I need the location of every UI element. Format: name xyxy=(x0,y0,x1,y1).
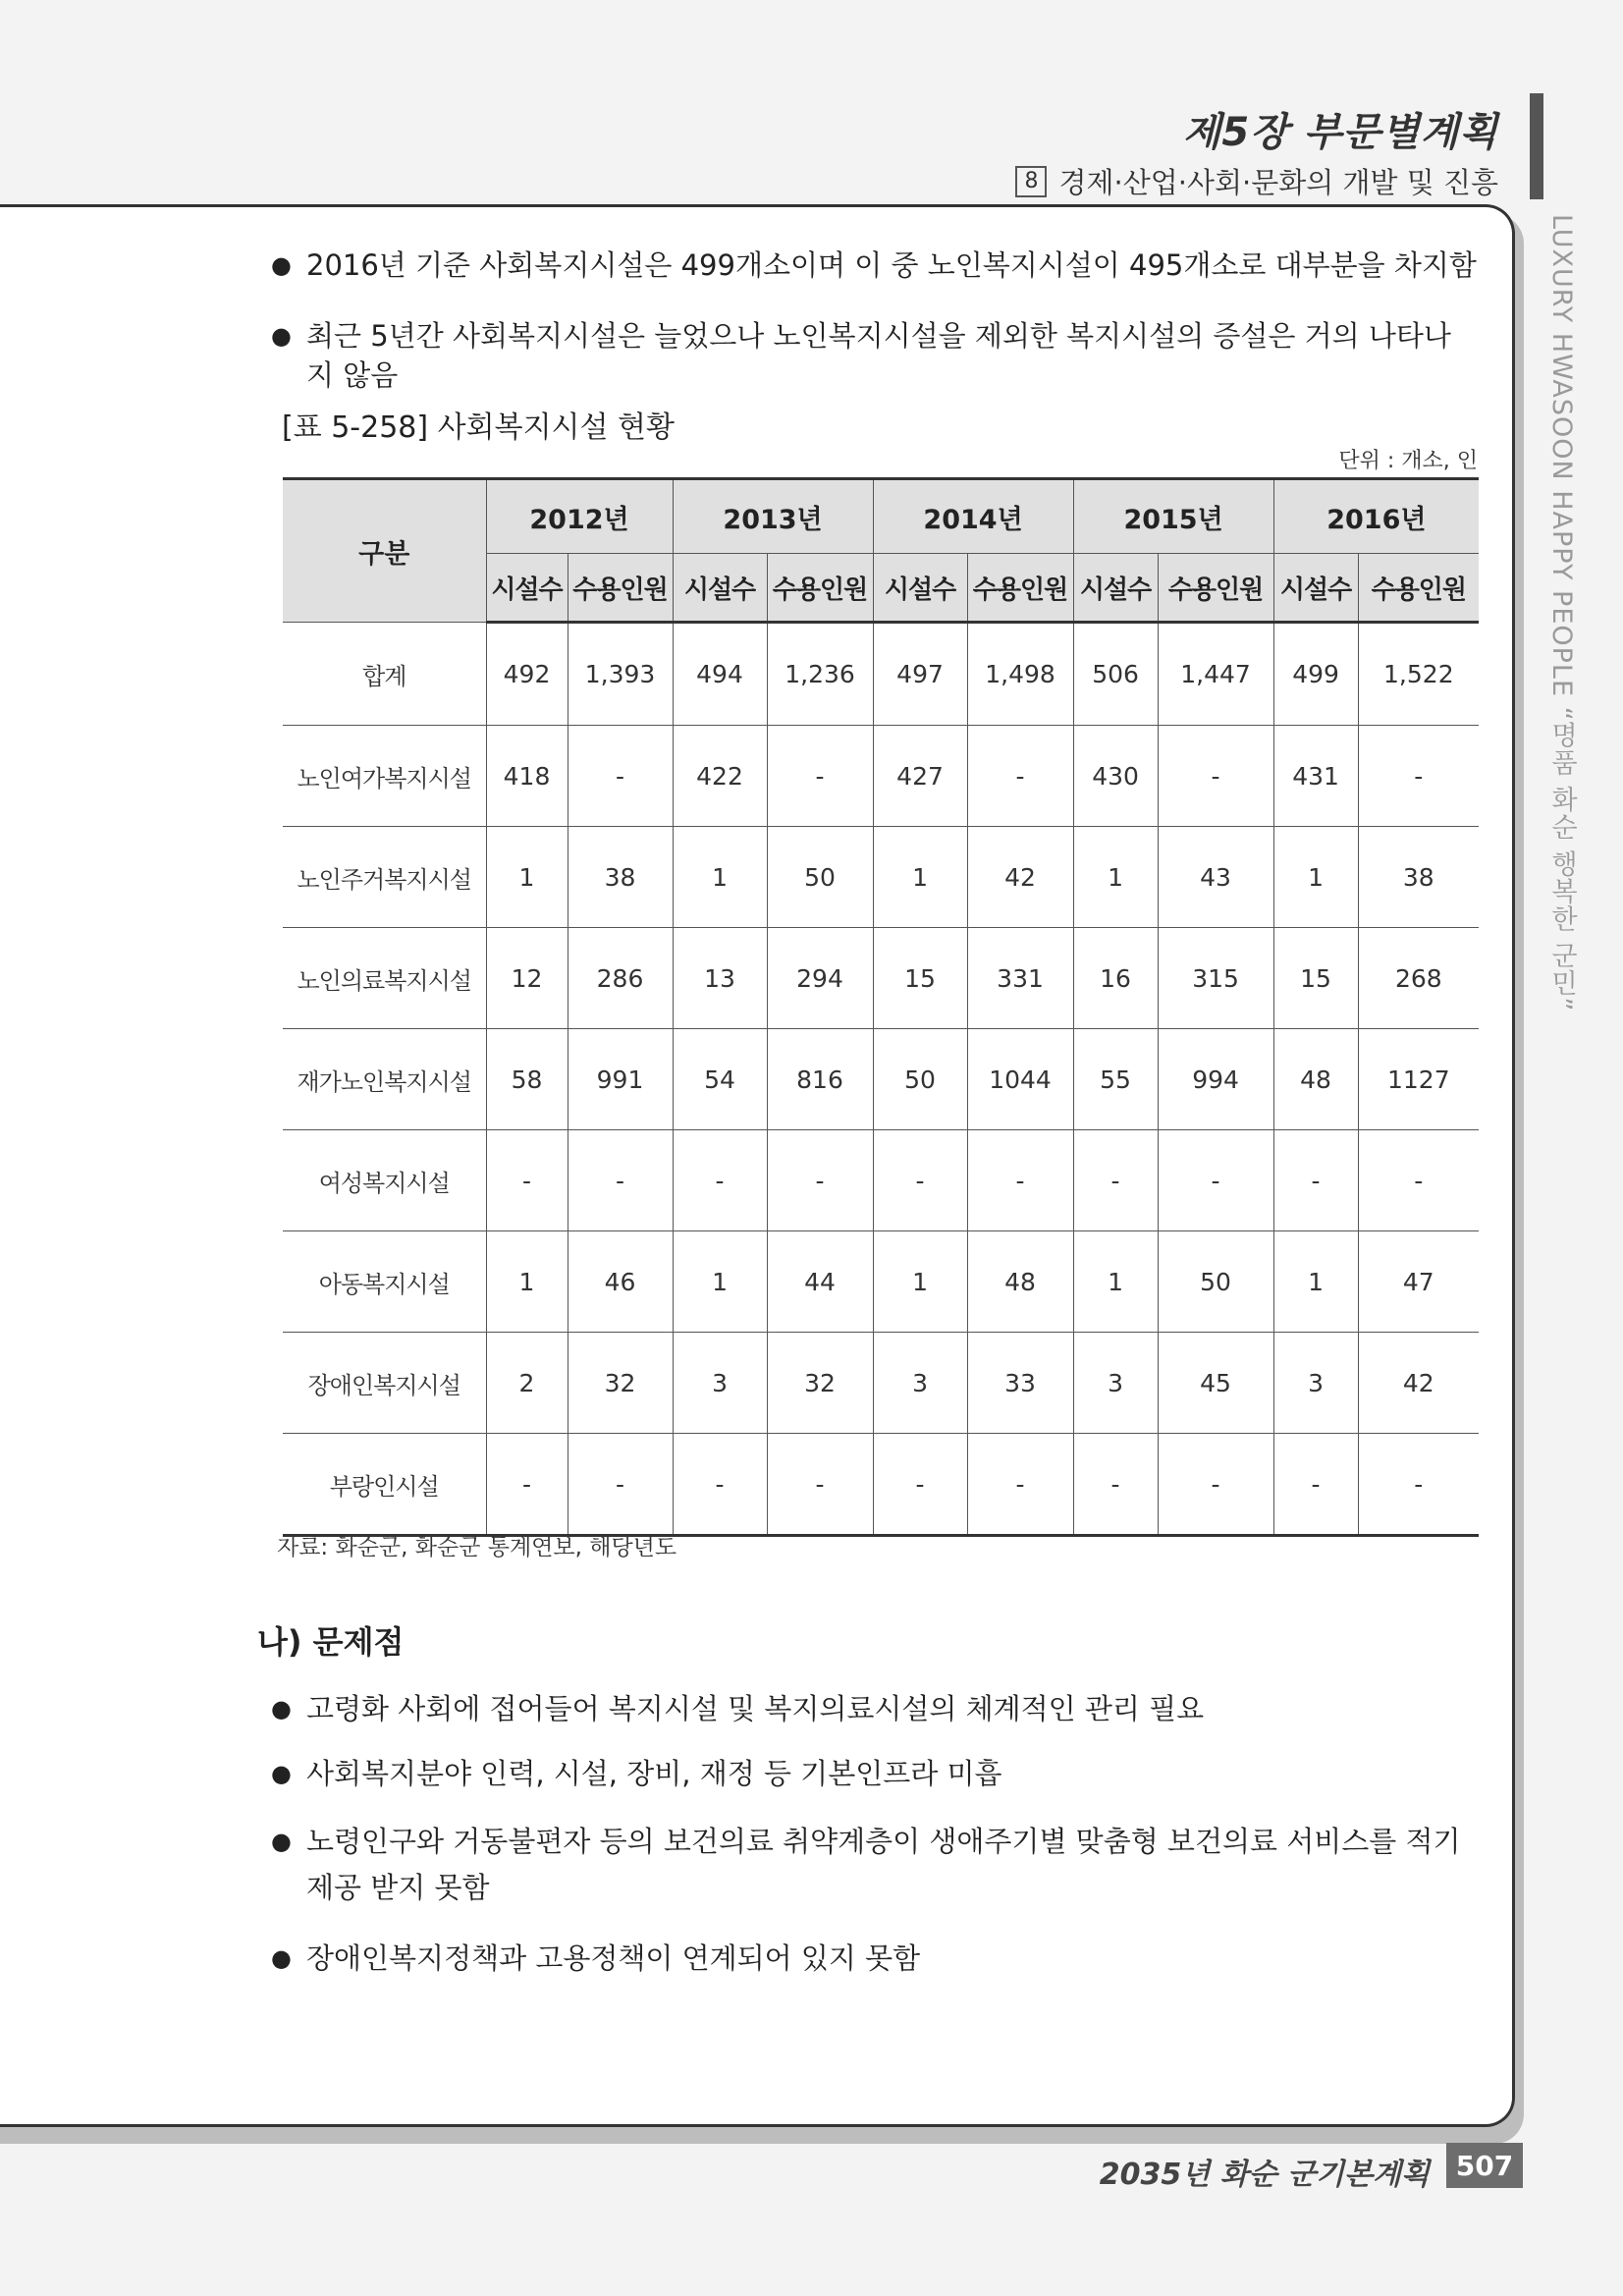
table-cell: 1,522 xyxy=(1358,623,1479,726)
table-row-label: 노인주거복지시설 xyxy=(283,827,486,928)
table-cell: 268 xyxy=(1358,928,1479,1029)
table-cell: 42 xyxy=(1358,1333,1479,1434)
table-cell: 32 xyxy=(568,1333,673,1434)
table-row-header: 구분 xyxy=(283,479,486,623)
sub-header-capacity: 수용인원 xyxy=(967,554,1073,623)
table-cell: 48 xyxy=(967,1231,1073,1333)
bullet-dot-icon: ● xyxy=(271,1828,292,1855)
table-cell: - xyxy=(967,1130,1073,1231)
header-accent-bar xyxy=(1530,93,1543,199)
table-cell: 50 xyxy=(767,827,873,928)
table-cell: 427 xyxy=(873,726,967,827)
table-cell: - xyxy=(967,726,1073,827)
table-row-label: 아동복지시설 xyxy=(283,1231,486,1333)
table-row-label: 노인의료복지시설 xyxy=(283,928,486,1029)
intro-bullet xyxy=(271,246,1478,285)
chapter-title: 제5장 부문별계획 xyxy=(1182,110,1498,155)
table-cell: 42 xyxy=(967,827,1073,928)
table-cell: 38 xyxy=(568,827,673,928)
table-cell: 50 xyxy=(873,1029,967,1130)
side-slogan: LUXURY HWASOON HAPPY PEOPLE “명품 화순 행복한 군민” xyxy=(1546,214,1577,1012)
table-cell: 497 xyxy=(873,623,967,726)
problem-bullet xyxy=(271,1819,1478,1911)
table-row-label: 합계 xyxy=(283,623,486,726)
table-row xyxy=(283,1130,1479,1231)
table-cell: 3 xyxy=(673,1333,767,1434)
table-cell: 1 xyxy=(873,827,967,928)
table-cell: - xyxy=(1073,1434,1158,1536)
table-row-label: 장애인복지시설 xyxy=(283,1333,486,1434)
table-cell: 1 xyxy=(673,827,767,928)
table-source-note: 자료: 화순군, 화순군 통계연보, 해당년도 xyxy=(277,1535,677,1560)
table-cell: - xyxy=(1158,1130,1273,1231)
table-cell: 1 xyxy=(1273,1231,1358,1333)
intro-bullet-text: 2016년 기준 사회복지시설은 499개소이며 이 중 노인복지시설이 495개소로 대부분을 차지함 xyxy=(306,248,1477,282)
table-unit: 단위 : 개소, 인 xyxy=(1338,449,1478,473)
table-cell: - xyxy=(967,1434,1073,1536)
table-cell: 48 xyxy=(1273,1029,1358,1130)
table-cell: 1 xyxy=(873,1231,967,1333)
table-cell: 1,236 xyxy=(767,623,873,726)
table-cell: 492 xyxy=(486,623,568,726)
table-row-label: 부랑인시설 xyxy=(283,1434,486,1536)
table-cell: 994 xyxy=(1158,1029,1273,1130)
table-cell: - xyxy=(673,1130,767,1231)
table-cell: - xyxy=(1158,1434,1273,1536)
intro-bullet-text: 최근 5년간 사회복지시설은 늘었으나 노인복지시설을 제외한 복지시설의 증설은 거의 나타나지 않음 xyxy=(306,319,1451,392)
table-cell: - xyxy=(1358,1434,1479,1536)
table-cell: 1044 xyxy=(967,1029,1073,1130)
sub-header-facilities: 시설수 xyxy=(1073,554,1158,623)
problem-bullet-text: 고령화 사회에 접어들어 복지시설 및 복지의료시설의 체계적인 관리 필요 xyxy=(306,1692,1205,1725)
table-cell: 315 xyxy=(1158,928,1273,1029)
table-row xyxy=(283,726,1479,827)
year-header: 2015년 xyxy=(1073,479,1273,554)
table-caption: [표 5-258] 사회복지시설 현황 xyxy=(282,410,676,445)
problem-bullet xyxy=(271,1754,1478,1793)
table-cell: - xyxy=(1273,1130,1358,1231)
table-cell: 418 xyxy=(486,726,568,827)
bullet-dot-icon: ● xyxy=(271,322,292,350)
table-cell: 38 xyxy=(1358,827,1479,928)
table-cell: - xyxy=(767,1434,873,1536)
year-header: 2016년 xyxy=(1273,479,1479,554)
problem-bullet xyxy=(271,1689,1478,1728)
table-cell: - xyxy=(486,1434,568,1536)
table-cell: 15 xyxy=(873,928,967,1029)
table-row xyxy=(283,1231,1479,1333)
problem-bullet xyxy=(271,1939,1478,1978)
section-title xyxy=(1015,161,1498,201)
table-cell: 816 xyxy=(767,1029,873,1130)
table-cell: 2 xyxy=(486,1333,568,1434)
table-cell: 1,393 xyxy=(568,623,673,726)
footer-title: 2035년 화순 군기본계획 xyxy=(1099,2158,1430,2192)
table-cell: 494 xyxy=(673,623,767,726)
table-cell: 430 xyxy=(1073,726,1158,827)
year-header: 2012년 xyxy=(486,479,673,554)
table-year-header-row xyxy=(283,479,1479,554)
table-cell: 58 xyxy=(486,1029,568,1130)
table-row xyxy=(283,623,1479,726)
problem-bullet-text: 장애인복지정책과 고용정책이 연계되어 있지 못함 xyxy=(306,1941,921,1975)
table-cell: - xyxy=(1073,1130,1158,1231)
table-cell: 44 xyxy=(767,1231,873,1333)
table-cell: - xyxy=(1358,1130,1479,1231)
table-row xyxy=(283,827,1479,928)
table-cell: 47 xyxy=(1358,1231,1479,1333)
table-cell: 1 xyxy=(673,1231,767,1333)
table-cell: 43 xyxy=(1158,827,1273,928)
table-cell: 33 xyxy=(967,1333,1073,1434)
table-cell: 422 xyxy=(673,726,767,827)
table-cell: 1 xyxy=(486,827,568,928)
intro-bullet xyxy=(271,316,1478,395)
table-cell: 1127 xyxy=(1358,1029,1479,1130)
sub-header-capacity: 수용인원 xyxy=(568,554,673,623)
table-row xyxy=(283,928,1479,1029)
table-row xyxy=(283,1029,1479,1130)
problems-heading: 나) 문제점 xyxy=(257,1623,405,1661)
sub-header-facilities: 시설수 xyxy=(1273,554,1358,623)
year-header: 2014년 xyxy=(873,479,1073,554)
table-cell: - xyxy=(873,1434,967,1536)
sub-header-facilities: 시설수 xyxy=(873,554,967,623)
year-header: 2013년 xyxy=(673,479,873,554)
table-cell: 506 xyxy=(1073,623,1158,726)
sub-header-facilities: 시설수 xyxy=(486,554,568,623)
table-cell: 3 xyxy=(1273,1333,1358,1434)
bullet-dot-icon: ● xyxy=(271,1695,292,1722)
bullet-dot-icon: ● xyxy=(271,1944,292,1972)
table-cell: - xyxy=(568,1130,673,1231)
sub-header-capacity: 수용인원 xyxy=(1358,554,1479,623)
table-cell: 55 xyxy=(1073,1029,1158,1130)
table-cell: - xyxy=(1358,726,1479,827)
table-row xyxy=(283,1434,1479,1536)
table-cell: - xyxy=(1273,1434,1358,1536)
table-cell: 294 xyxy=(767,928,873,1029)
table-cell: 32 xyxy=(767,1333,873,1434)
bullet-dot-icon: ● xyxy=(271,1760,292,1787)
table-cell: 3 xyxy=(1073,1333,1158,1434)
table-cell: - xyxy=(1158,726,1273,827)
table-cell: 991 xyxy=(568,1029,673,1130)
table-cell: 3 xyxy=(873,1333,967,1434)
table-cell: 1 xyxy=(1073,1231,1158,1333)
table-cell: 499 xyxy=(1273,623,1358,726)
table-cell: - xyxy=(673,1434,767,1536)
table-row-label: 재가노인복지시설 xyxy=(283,1029,486,1130)
table-cell: 12 xyxy=(486,928,568,1029)
table-cell: 54 xyxy=(673,1029,767,1130)
table-row xyxy=(283,1333,1479,1434)
table-cell: 13 xyxy=(673,928,767,1029)
problem-bullet-text: 노령인구와 거동불편자 등의 보건의료 취약계층이 생애주기별 맞춤형 보건의료 서비스를 적기 제공 받지 못함 xyxy=(306,1825,1461,1904)
table-cell: - xyxy=(767,1130,873,1231)
table-cell: - xyxy=(568,726,673,827)
table-cell: 1,447 xyxy=(1158,623,1273,726)
table-cell: 1,498 xyxy=(967,623,1073,726)
problem-bullet-text: 사회복지분야 인력, 시설, 장비, 재정 등 기본인프라 미흡 xyxy=(306,1757,1002,1790)
sub-header-facilities: 시설수 xyxy=(673,554,767,623)
table-cell: - xyxy=(767,726,873,827)
welfare-facility-table xyxy=(283,477,1479,1537)
table-cell: 1 xyxy=(1273,827,1358,928)
table-cell: 46 xyxy=(568,1231,673,1333)
table-cell: 16 xyxy=(1073,928,1158,1029)
section-title-text: 경제·산업·사회·문화의 개발 및 진흥 xyxy=(1058,166,1498,199)
page-number: 507 xyxy=(1446,2143,1523,2188)
section-number: 8 xyxy=(1015,166,1047,197)
table-cell: 1 xyxy=(486,1231,568,1333)
table-cell: - xyxy=(873,1130,967,1231)
sub-header-capacity: 수용인원 xyxy=(1158,554,1273,623)
table-cell: 431 xyxy=(1273,726,1358,827)
table-cell: - xyxy=(568,1434,673,1536)
table-cell: 286 xyxy=(568,928,673,1029)
table-cell: 45 xyxy=(1158,1333,1273,1434)
table-row-label: 여성복지시설 xyxy=(283,1130,486,1231)
table-cell: 1 xyxy=(1073,827,1158,928)
sub-header-capacity: 수용인원 xyxy=(767,554,873,623)
table-body xyxy=(283,623,1479,1536)
table-cell: 50 xyxy=(1158,1231,1273,1333)
table-cell: 331 xyxy=(967,928,1073,1029)
table-cell: - xyxy=(486,1130,568,1231)
table-cell: 15 xyxy=(1273,928,1358,1029)
bullet-dot-icon: ● xyxy=(271,251,292,279)
table-row-label: 노인여가복지시설 xyxy=(283,726,486,827)
